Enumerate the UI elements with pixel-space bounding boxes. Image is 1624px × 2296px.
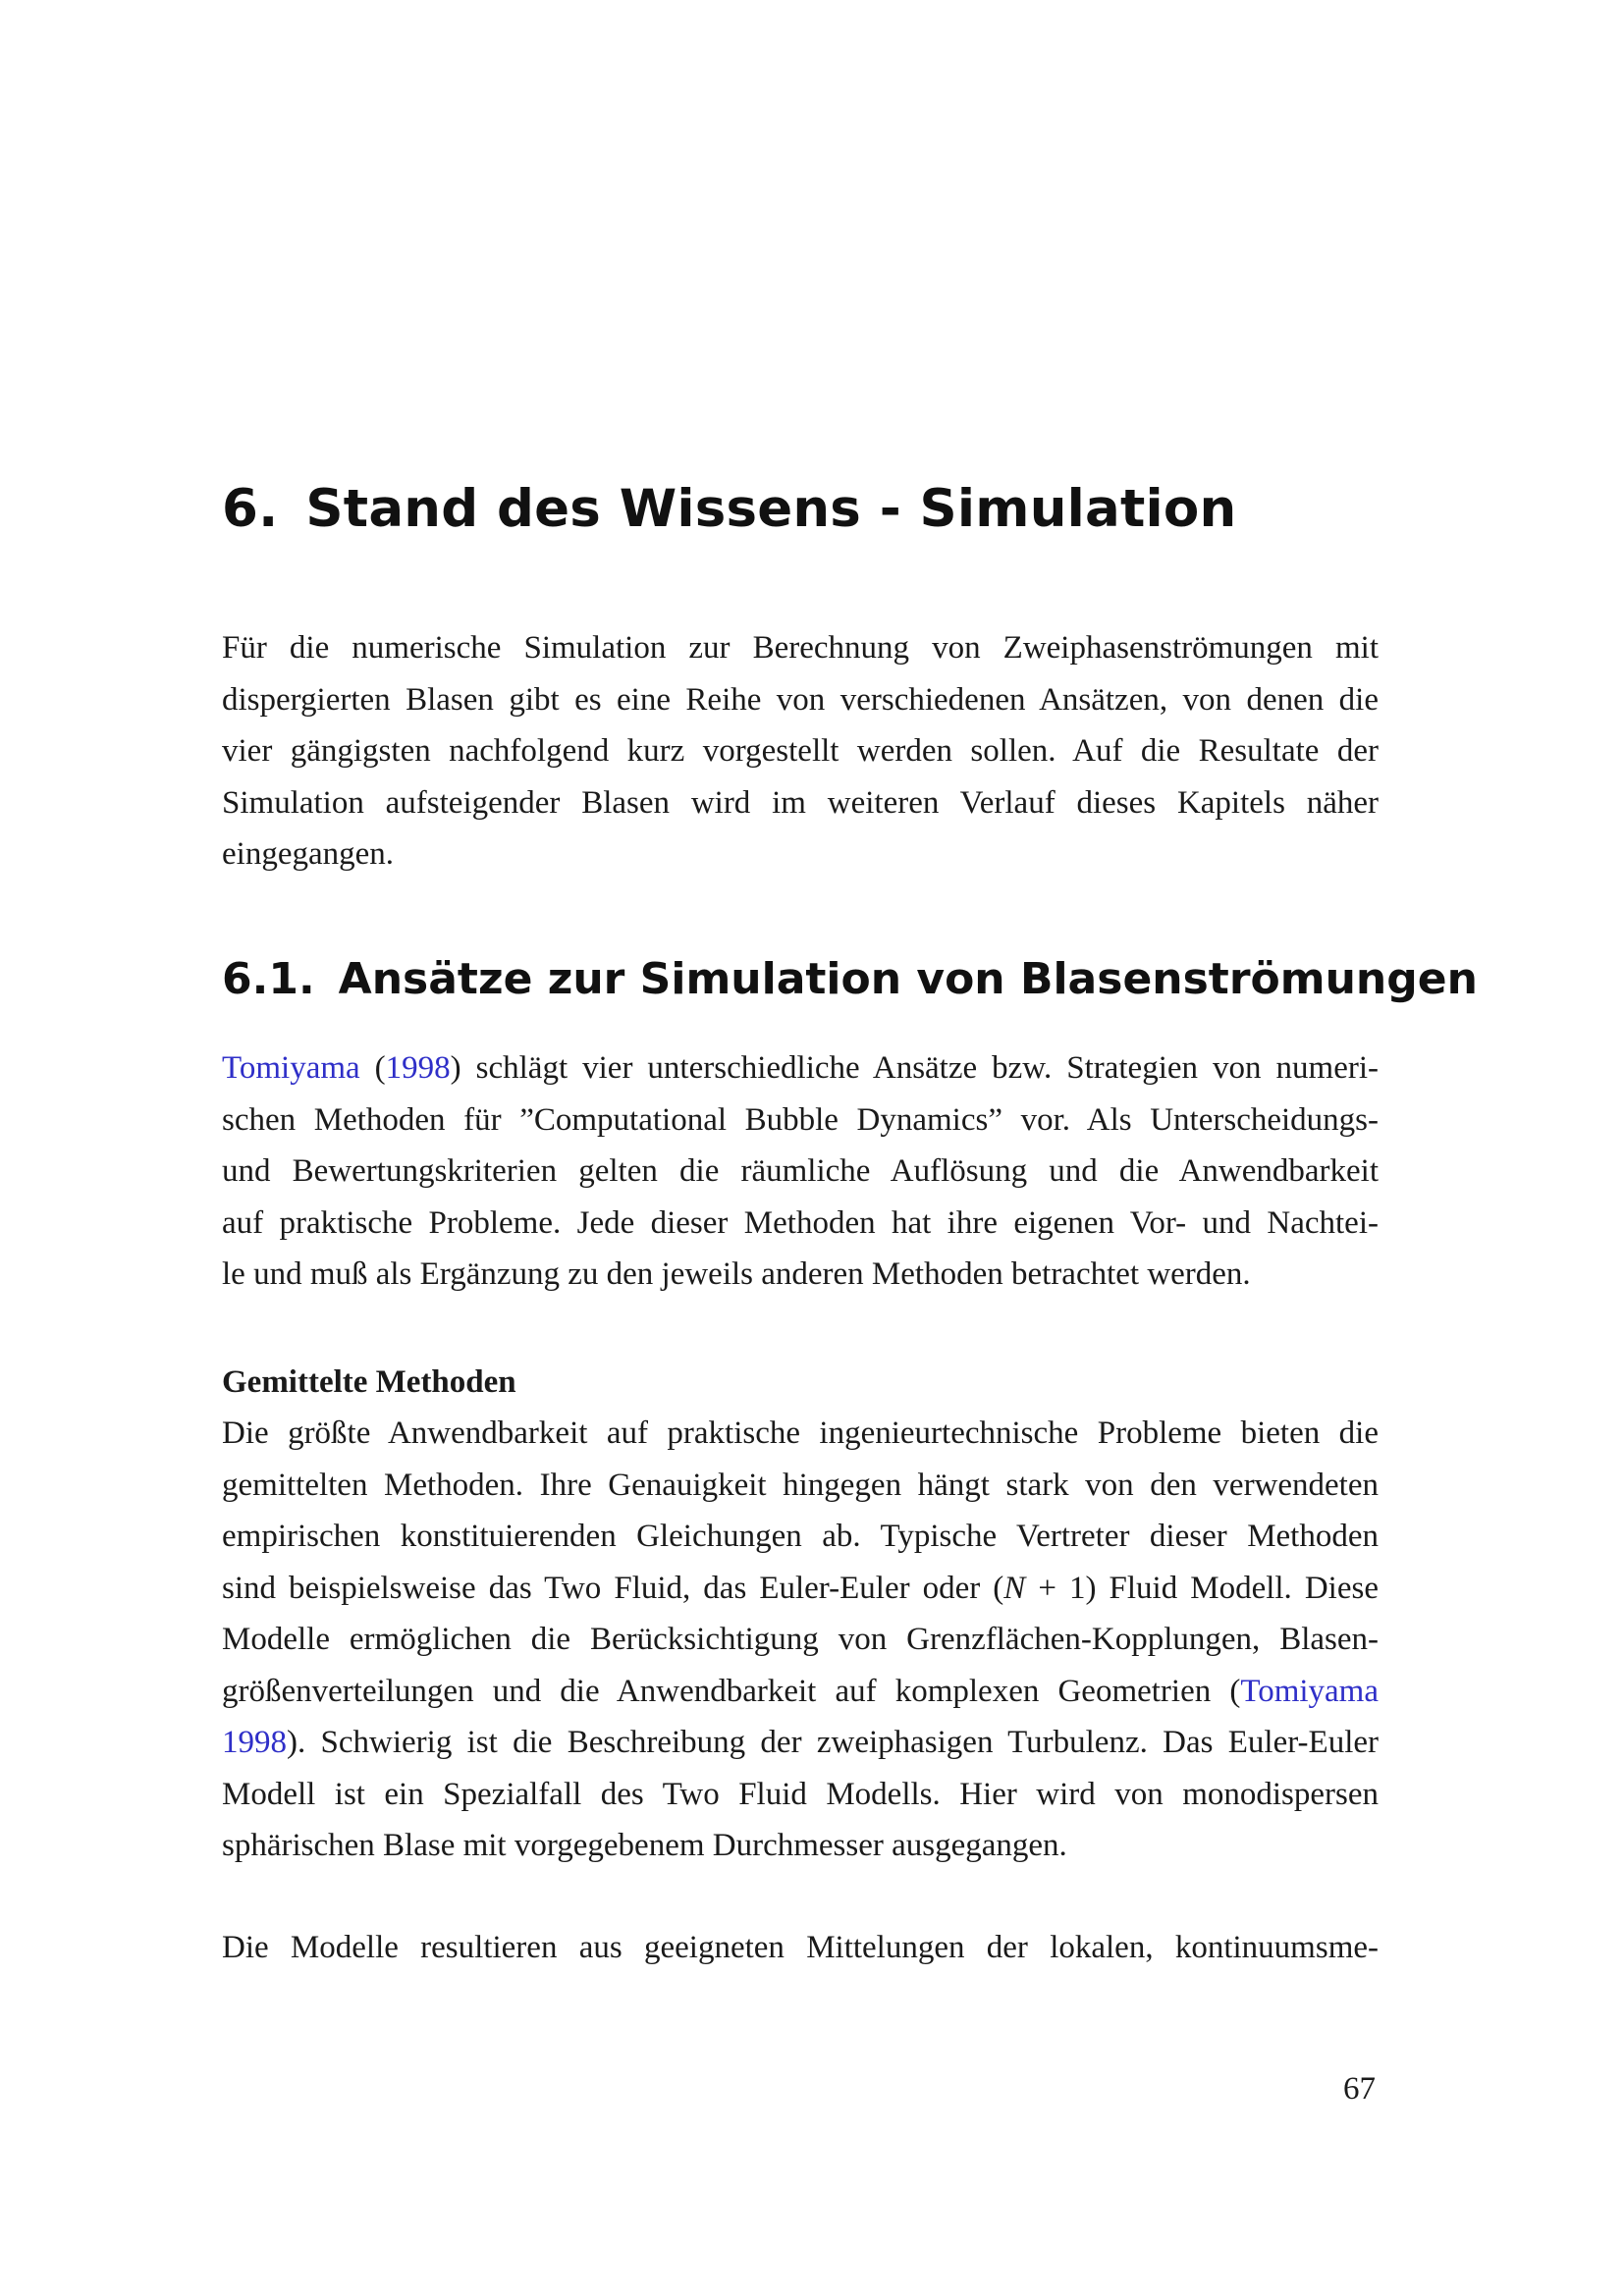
intro-paragraph (222, 622, 1379, 881)
section-line: auf praktische Probleme. Jede dieser Methoden hat ihre eigenen Vor- und Nachtei- (222, 1204, 1379, 1241)
section-heading (222, 950, 1478, 1009)
intro-line: Simulation aufsteigender Blasen wird im weiteren Verlauf dieses Kapitels näher (222, 784, 1379, 821)
section-title-text: Ansätze zur Simulation von Blasenströmungen (338, 954, 1478, 1004)
intro-line: vier gängigsten nachfolgend kurz vorgestellt werden sollen. Auf die Resultate der (222, 733, 1379, 769)
subsection-line: Die größte Anwendbarkeit auf praktische ingenieurtechnische Probleme bieten die (222, 1415, 1379, 1451)
intro-line: eingegangen. (222, 836, 395, 872)
section-paragraph (222, 1042, 1379, 1301)
chapter-number: 6. (222, 479, 279, 539)
chapter-heading (222, 475, 1236, 544)
subsection-line: Modelle ermöglichen die Berücksichtigung von Grenzflächen-Kopplungen, Blasen- (222, 1622, 1379, 1657)
subsection-line: Modell ist ein Spezialfall des Two Fluid Modells. Hier wird von monodispersen (222, 1776, 1379, 1812)
math-variable: N (1003, 1570, 1026, 1606)
subsection-heading: Gemittelte Methoden (222, 1364, 516, 1400)
section-line: le und muß als Ergänzung zu den jeweils anderen Methoden betrachtet werden. (222, 1256, 1251, 1292)
subsection-line: gemittelten Methoden. Ihre Genauigkeit hingegen hängt stark von den verwendeten (222, 1467, 1379, 1503)
citation-link-author[interactable]: Tomiyama (1240, 1673, 1379, 1709)
chapter-title-text: Stand des Wissens - Simulation (305, 479, 1237, 539)
section-line: Tomiyama (1998) schlägt vier unterschiedliche Ansätze bzw. Strategien von numeri- (222, 1050, 1379, 1086)
subsection-line: sphärischen Blase mit vorgegebenem Durchmesser ausgegangen. (222, 1828, 1067, 1863)
subsection-line: empirischen konstituierenden Gleichungen ab. Typische Vertreter dieser Methoden (222, 1519, 1379, 1554)
section-line: schen Methoden für ”Computational Bubble Dynamics” vor. Als Unterscheidungs- (222, 1101, 1379, 1138)
continuation-paragraph (222, 1922, 1379, 1974)
subsection-line: größenverteilungen und die Anwendbarkeit auf komplexen Geometrien (Tomiyama (222, 1673, 1379, 1709)
citation-link-year[interactable]: 1998 (385, 1050, 451, 1086)
subsection-line: sind beispielsweise das Two Fluid, das Euler-Euler oder (N + 1) Fluid Modell. Diese (222, 1570, 1379, 1606)
subsection-paragraph (222, 1408, 1379, 1872)
intro-line: Für die numerische Simulation zur Berechnung von Zweiphasenströmungen mit (222, 630, 1379, 666)
subsection-line: 1998). Schwierig ist die Beschreibung der zweiphasigen Turbulenz. Das Euler-Euler (222, 1725, 1379, 1760)
intro-line: dispergierten Blasen gibt es eine Reihe von verschiedenen Ansätzen, von denen die (222, 681, 1379, 718)
continuation-line: Die Modelle resultieren aus geeigneten Mittelungen der lokalen, kontinuumsme- (222, 1930, 1379, 1965)
citation-link-year[interactable]: 1998 (222, 1725, 287, 1760)
citation-link-author[interactable]: Tomiyama (222, 1050, 360, 1086)
page-number: 67 (1343, 2071, 1376, 2107)
section-line: und Bewertungskriterien gelten die räumliche Auflösung und die Anwendbarkeit (222, 1153, 1379, 1189)
section-number: 6.1. (222, 954, 315, 1004)
